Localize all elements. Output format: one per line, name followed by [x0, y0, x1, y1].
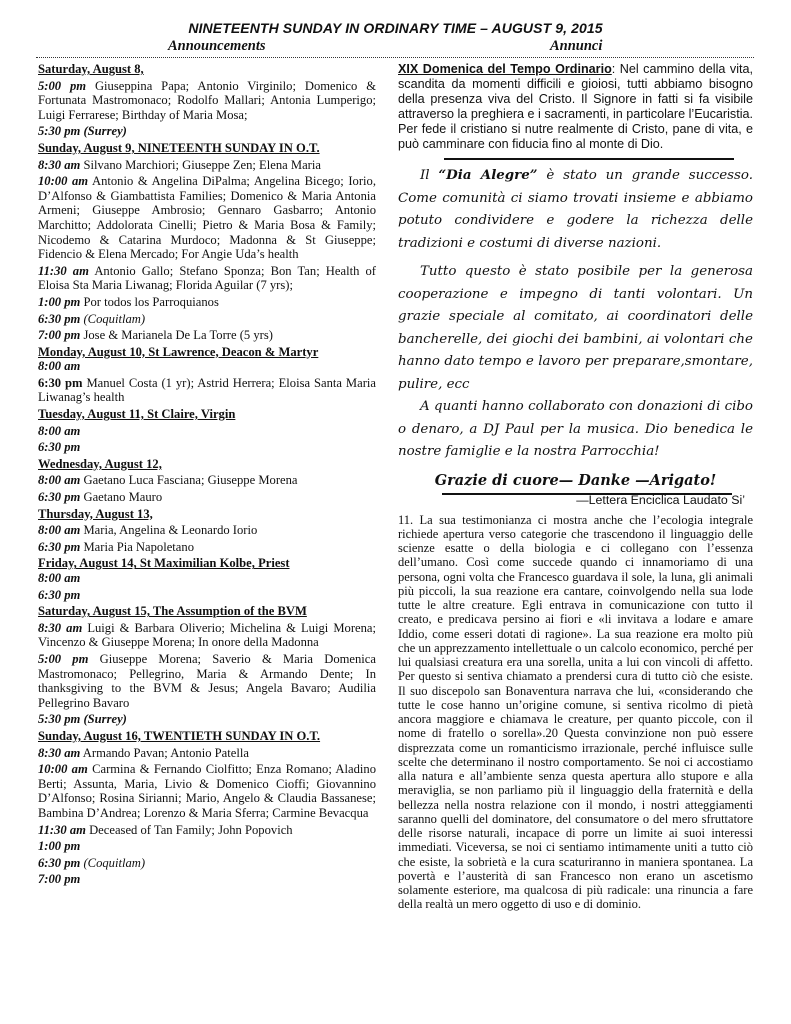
donations-paragraph: A quanti hanno collaborato con donazioni di cibo o denaro, a DJ Paul per la musica. Dio benedica le nostre famiglie e la nostra Parrocchia! — [398, 399, 753, 459]
intro-paragraph: XIX Domenica del Tempo Ordinario: Nel cammino della vita, scandita da momenti difficili e gioiosi, tutti abbiamo bisogno della presenza viva del Cristo. Il Signore in fatti si fa visibile attraverso la preghiera e i sacramenti, in particolare l’Eucaristia. Per fede il cristiano si nutre realmente di Cristo, pane di vita, e può camminare con fiducia fino al monte di Dio. — [398, 62, 754, 151]
mass-entry: 11:30 am Antonio Gallo; Stefano Sponza; Bon Tan; Health of Eloisa Sta Maria Liwanag; Florida Aguilar (7 yrs); — [38, 263, 376, 293]
mass-entry: 8:30 am Luigi & Barbara Oliverio; Michelina & Luigi Morena; Vincenzo & Giuseppe Morena; In onore della Madonna — [38, 620, 376, 650]
mass-entry: 6:30 pm (Coquitlam) — [38, 855, 146, 870]
annunci-column — [398, 62, 753, 912]
mass-entry: 7:00 pm — [38, 872, 81, 887]
dia-alegre-paragraph: Il “Dia Alegre” è stato un grande successo. Come comunità ci siamo trovati insieme e abbiamo potuto condividere e godere la richezza delle tradizioni e costumi di diverse nazioni. — [398, 167, 753, 251]
mass-entry: 5:00 pm Giuseppe Morena; Saverio & Maria Domenica Mastromonaco; Pellegrino, Maria & Armando Dente; In thanksgiving to the BVM & Jesus; Angela Bavaro; Audilia Pellegrino Bavaro — [38, 651, 376, 710]
mass-entry: 5:00 pm Giuseppina Papa; Antonio Virginilo; Domenico & Fortunata Mastromonaco; Rodolfo Mallari; Antonia Lumperigo; Luigi Ferrarese; Birthday of Maria Mosa; — [38, 78, 376, 122]
day-header-sat-8: Saturday, August 8, — [38, 62, 144, 76]
mass-entry: 7:00 pm Jose & Marianela De La Torre (5 yrs) — [38, 328, 273, 343]
day-header-mon-10: Monday, August 10, St Lawrence, Deacon & Martyr — [38, 344, 319, 359]
mass-entry: 8:00 am — [38, 571, 81, 585]
mass-entry: 8:00 am — [38, 423, 81, 438]
bulletin-title: NINETEENTH SUNDAY IN ORDINARY TIME – AUGUST 9, 2015 — [188, 20, 603, 36]
divider-rule — [444, 158, 734, 160]
mass-entry: 8:00 am — [38, 359, 81, 374]
mass-schedule — [38, 62, 376, 889]
laudato-si-paragraph: 11. La sua testimonianza ci mostra anche che l’ecologia integrale richiede apertura verso categorie che trascendono il linguaggio delle scienze esatte o della biologia e ci collegano con l’essenza dell’umano. Così come succede quando ci innamoriamo di una persona, ogni volta che Francesco guardava il sole, la luna, gli animali più piccoli, la sua reazione era cantare, coinvolgendo nella sua lode tutte le altre creature. Egli entrava in comunicazione con tutto il creato, e predicava persino ai fiori e «li invitava a lodare e amare Iddio, come esseri dotati di ragione». La sua reazione era molto più che un apprezzamento intellettuale o un calcolo economico, perché per lui qualsiasi creatura era una sorella, unita a lui con vincoli di affetto. Per questo si sentiva chiamato a prendersi cura di tutto ciò che esiste. Il suo discepolo san Bonaventura narrava che lui, «considerando che tutte le cose hanno un’origine comune, si sentiva ricolmo di pietà ancora maggiore e chiamava le creature, per quanto piccole, con il nome di fratello o sorella».20 Questa convinzione non può essere disprezzata come un romanticismo irrazionale, perché influisce sulle scelte che determinano il nostro comportamento. Se noi ci accostiamo alla natura e all’ambiente senza questa apertura allo stupore e alla meraviglia, se non parliamo più il linguaggio della fraternità e della bellezza nella nostra relazione con il mondo, i nostri atteggiamenti saranno quelli del dominatore, del consumatore o del mero sfruttatore delle risorse naturali, incapace di porre un limite ai suoi interessi immediati. Viceversa, se noi ci sentiamo intimamente uniti a tutto ciò che esiste, la sobrietà e la cura scaturiranno in maniera spontanea. La povertà e l’austerità di san Francesco non erano un ascetismo solamente esteriore, ma qualcosa di più radicale: una rinuncia a fare della realtà un mero oggetto di uso e di dominio. — [398, 512, 753, 912]
mass-entry: 6:30 pm Manuel Costa (1 yr); Astrid Herrera; Eloisa Santa Maria Liwanag’s health — [38, 375, 376, 405]
thanks-line: Grazie di cuore— Danke —Arigato! — [434, 471, 717, 489]
mass-entry: 1:00 pm Por todos los Parroquianos — [38, 294, 219, 309]
dotted-divider — [36, 57, 754, 58]
annunci-heading: Annunci — [550, 38, 603, 54]
letter-source: —Lettera Enciclica Laudato Si’ — [576, 492, 745, 507]
volunteers-paragraph: Tutto questo è stato posibile per la generosa cooperazione e impegno di tanti volontari. Un grazie speciale al comitato, ai coordinatori delle bancherelle, dei giochi dei bambini, ai volontari che hanno dato tempo e lavoro per preparare,smontare, pulire, ecc — [398, 264, 753, 392]
announcements-heading: Announcements — [168, 38, 266, 54]
day-header-sun-9: Sunday, August 9, NINETEENTH SUNDAY IN O.T. — [38, 140, 320, 155]
day-header-thu-13: Thursday, August 13, — [38, 506, 153, 521]
letter-header — [398, 491, 753, 511]
mass-entry: 8:00 am Gaetano Luca Fasciana; Giuseppe Morena — [38, 473, 298, 488]
mass-entry: 5:30 pm (Surrey) — [38, 124, 127, 139]
mass-entry: 10:00 am Antonio & Angelina DiPalma; Angelina Bicego; Iorio, D’Alfonso & Giambattista Families; Domenico & Maria Antonia Armeni; Giuseppe Ambrosio; Gennaro Gasbarro; Antonio Marchitto; Addolorata Cinelli; Pietro & Maria Bosa & Family; Nicodemo & Catarina Murdoco; Madonna & St Giuseppe; Fidencio & Elena Mercado; For Angie Uda’s health — [38, 174, 376, 262]
mass-entry: 5:30 pm (Surrey) — [38, 712, 127, 727]
mass-entry: 8:30 am Armando Pavan; Antonio Patella — [38, 745, 249, 760]
mass-entry: 10:00 am Carmina & Fernando Ciolfitto; Enza Romano; Aladino Berti; Assunta, Maria, Livio & Domenico Cioffi; Giovannino D’Alfonso; Rosina Sirianni; Mario, Angelo & Claudia Bassanese; Bambina D’Andrea; Lorenzo & Maria Sferra; Carmine Bevacqua — [38, 762, 377, 820]
mass-entry: 8:30 am Silvano Marchiori; Giuseppe Zen; Elena Maria — [38, 157, 321, 172]
day-header-sat-15: Saturday, August 15, The Assumption of the BVM — [38, 604, 307, 619]
day-header-sun-16: Sunday, August 16, TWENTIETH SUNDAY IN O.T. — [38, 728, 321, 743]
day-header-fri-14: Friday, August 14, St Maximilian Kolbe, Priest — [38, 556, 290, 571]
mass-entry: 11:30 am Deceased of Tan Family; John Popovich — [38, 822, 293, 837]
mass-entry: 1:00 pm — [38, 839, 81, 854]
mass-entry: 8:00 am Maria, Angelina & Leonardo Iorio — [38, 523, 258, 538]
mass-entry: 6:30 pm (Coquitlam) — [38, 311, 146, 326]
mass-entry: 6:30 pm — [38, 587, 81, 602]
day-header-tue-11: Tuesday, August 11, St Claire, Virgin — [38, 407, 236, 422]
mass-entry: 6:30 pm — [38, 440, 81, 455]
mass-entry: 6:30 pm Maria Pia Napoletano — [38, 539, 194, 554]
mass-entry: 6:30 pm Gaetano Mauro — [38, 490, 163, 505]
day-header-wed-12: Wednesday, August 12, — [38, 456, 162, 471]
